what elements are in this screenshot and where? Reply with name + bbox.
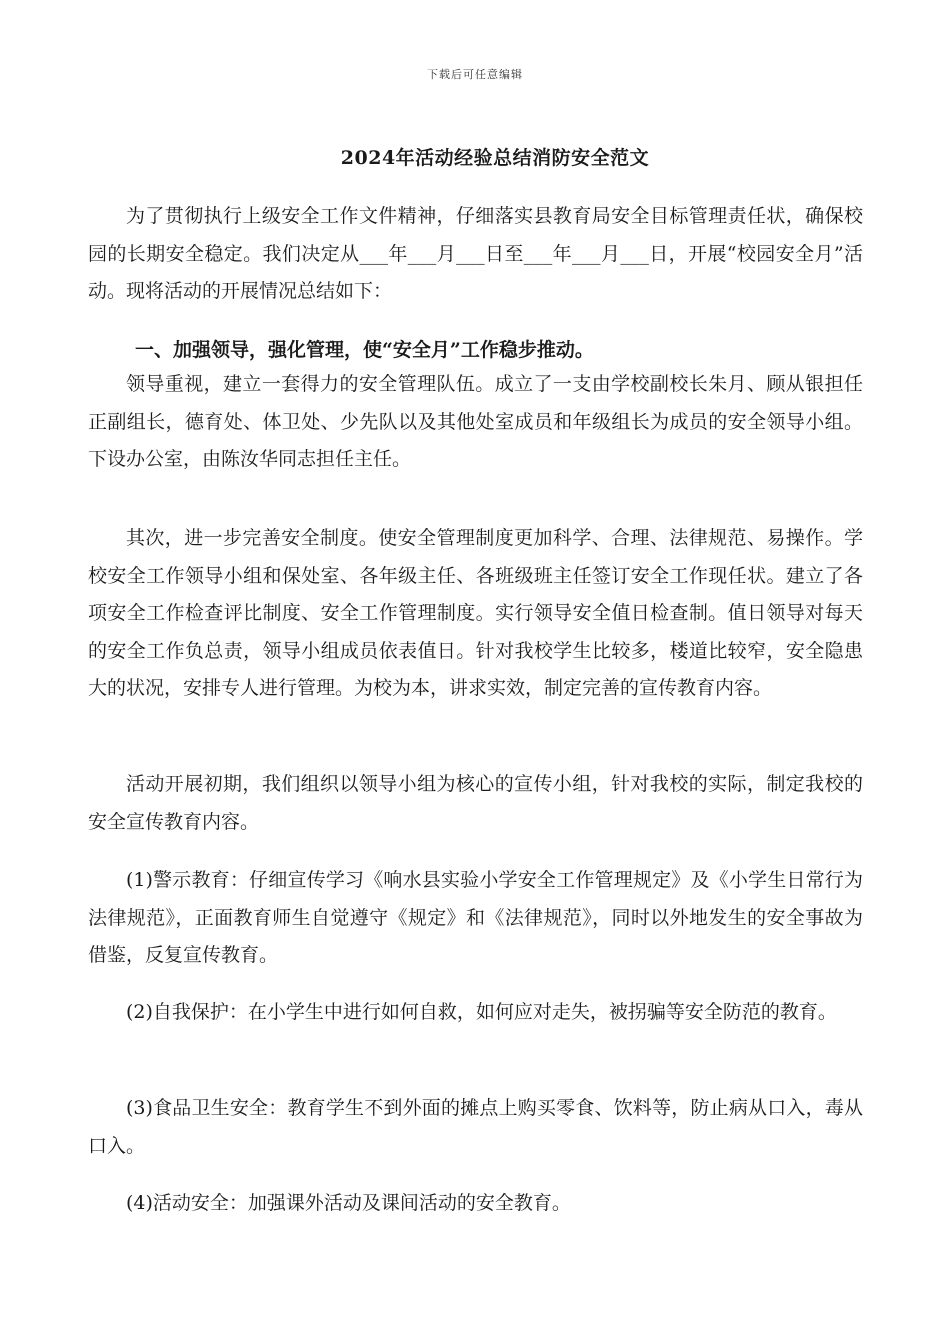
header-note: 下载后可任意编辑 [427,68,523,81]
list-item-activity-safety: (4)活动安全：加强课外活动及课间活动的安全教育。 [126,1192,571,1214]
document-title: 2024年活动经验总结消防安全范文 [340,147,650,169]
list-item-self-protection: (2)自我保护：在小学生中进行如何自救，如何应对走失，被拐骗等安全防范的教育。 [126,1001,837,1023]
list-item-warning-education: (1)警示教育：仔细宣传学习《响水县实验小学安全工作管理规定》及《小学生日常行为法律规范》，正面教育师生自觉遵守《规定》和《法律规范》，同时以外地发生的安全事故为借鉴，反复宣传教育。 [88,869,863,966]
system-paragraph: 其次，进一步完善安全制度。使安全管理制度更加科学、合理、法律规范、易操作。学校安全工作领导小组和保处室、各年级主任、各班级班主任签订安全工作现任状。建立了各项安全工作检查评比制度、安全工作管理制度。实行领导安全值日检查制。值日领导对每天的安全工作负总责，领导小组成员依表值日。针对我校学生比较多，楼道比较窄，安全隐患大的状况，安排专人进行管理。为校为本，讲求实效，制定完善的宣传教育内容。 [88,527,863,699]
section-heading: 一、加强领导，强化管理，使“安全月”工作稳步推动。 [135,339,594,361]
intro-paragraph: 为了贯彻执行上级安全工作文件精神，仔细落实县教育局安全目标管理责任状，确保校园的长期安全稳定。我们决定从___年___月___日至___年___月___日，开展“校园安全月”活动。现将活动的开展情况总结如下： [88,205,863,302]
list-item-food-safety: (3)食品卫生安全：教育学生不到外面的摊点上购买零食、饮料等，防止病从口入，毒从口入。 [88,1097,863,1157]
leadership-paragraph: 领导重视，建立一套得力的安全管理队伍。成立了一支由学校副校长朱月、顾从银担任正副组长，德育处、体卫处、少先队以及其他处室成员和年级组长为成员的安全领导小组。下设办公室，由陈汝华同志担任主任。 [88,373,863,470]
early-activity-paragraph: 活动开展初期，我们组织以领导小组为核心的宣传小组，针对我校的实际，制定我校的安全宣传教育内容。 [88,773,863,833]
